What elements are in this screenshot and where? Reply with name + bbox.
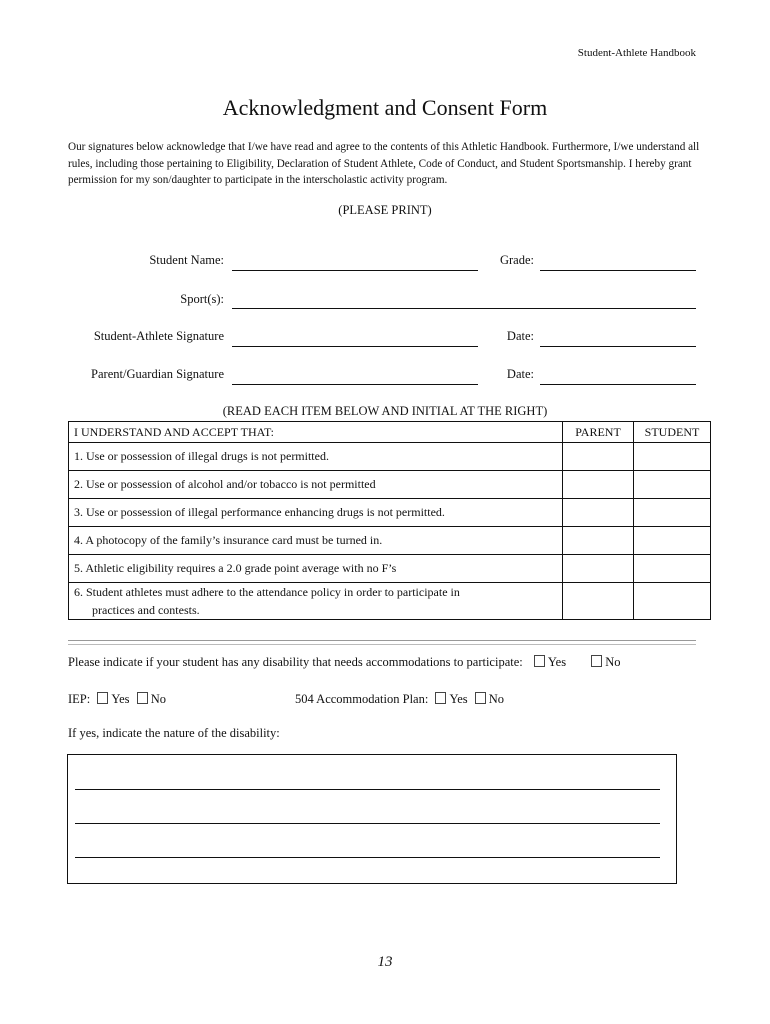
plan504-yes-checkbox[interactable]: [435, 692, 446, 704]
grade-field[interactable]: [540, 270, 696, 271]
page-title: Acknowledgment and Consent Form: [222, 95, 548, 120]
parent-initial-cell[interactable]: [563, 499, 634, 527]
table-row: [69, 471, 711, 499]
grade-label: Grade:: [499, 253, 534, 267]
plan504-label: 504 Accommodation Plan:: [295, 692, 429, 706]
student-signature-label: Student-Athlete Signature: [93, 329, 224, 343]
student-signature-field[interactable]: [232, 346, 478, 347]
page-number: 13: [377, 954, 393, 970]
parent-signature-field[interactable]: [232, 384, 478, 385]
table-row: [69, 499, 711, 527]
iep-no-checkbox[interactable]: [137, 692, 148, 704]
iep-no-label: No: [150, 692, 166, 706]
disability-description-box: [67, 754, 677, 884]
table-row: [69, 583, 711, 620]
iep-label: IEP:: [68, 692, 91, 706]
disability-line-2[interactable]: [75, 823, 660, 824]
date-label-2: Date:: [506, 367, 534, 381]
parent-initial-cell[interactable]: [563, 443, 634, 471]
date-field-1[interactable]: [540, 346, 696, 347]
parent-initial-cell[interactable]: [563, 555, 634, 583]
disability-yes-label: Yes: [547, 655, 567, 669]
sports-field[interactable]: [232, 308, 696, 309]
student-name-field[interactable]: [232, 270, 478, 271]
student-initial-cell[interactable]: [634, 443, 711, 471]
handbook-header: Student-Athlete Handbook: [577, 47, 696, 59]
disability-yes-checkbox[interactable]: [534, 655, 545, 667]
student-initial-cell[interactable]: [634, 499, 711, 527]
parent-initial-cell[interactable]: [563, 471, 634, 499]
parent-initial-cell[interactable]: [563, 527, 634, 555]
student-initial-cell[interactable]: [634, 527, 711, 555]
disability-question-row: [68, 655, 620, 670]
read-each-instruction: (READ EACH ITEM BELOW AND INITIAL AT THE RIGHT): [222, 404, 548, 418]
student-initial-cell[interactable]: [634, 583, 711, 620]
table-row: [69, 555, 711, 583]
item6-line1: 6. Student athletes must adhere to the attendance policy in order to participate in: [74, 585, 460, 599]
student-initial-cell[interactable]: [634, 471, 711, 499]
disability-question: Please indicate if your student has any disability that needs accommodations to participate:: [68, 655, 523, 669]
date-label-1: Date:: [506, 329, 534, 343]
sports-label: Sport(s):: [180, 292, 224, 306]
item-text: 5. Athletic eligibility requires a 2.0 grade point average with no F’s: [69, 555, 563, 583]
acceptance-table: [68, 421, 711, 620]
student-name-label: Student Name:: [149, 253, 224, 267]
table-row: [69, 443, 711, 471]
disability-line-3[interactable]: [75, 857, 660, 858]
parent-initial-cell[interactable]: [563, 583, 634, 620]
iep-row: [68, 692, 166, 707]
item6-line2: practices and contests.: [92, 603, 200, 617]
parent-column-header: PARENT: [563, 422, 634, 443]
disability-nature-label: If yes, indicate the nature of the disability:: [68, 726, 280, 740]
parent-signature-label: Parent/Guardian Signature: [91, 367, 224, 381]
section-divider: [68, 640, 696, 645]
table-row: [69, 527, 711, 555]
plan504-yes-label: Yes: [449, 692, 468, 706]
intro-paragraph: Our signatures below acknowledge that I/we have read and agree to the contents of this Athletic Handbook. Furthermore, I/we understand all rules, including those pertaining to Eligibility, Declaration of Student Athlete, Code of Conduct, and Student Sportsmanship. I hereby grant permission for my son/daughter to participate in the interscholastic activity program.: [68, 141, 700, 186]
item-text: 1. Use or possession of illegal drugs is not permitted.: [69, 443, 563, 471]
disability-no-checkbox[interactable]: [591, 655, 602, 667]
iep-yes-label: Yes: [111, 692, 130, 706]
item-text: [69, 583, 563, 620]
item-text: 3. Use or possession of illegal performance enhancing drugs is not permitted.: [69, 499, 563, 527]
student-column-header: STUDENT: [634, 422, 711, 443]
please-print-note: (PLEASE PRINT): [338, 203, 432, 217]
plan504-no-label: No: [488, 692, 505, 706]
plan504-row: [295, 692, 504, 707]
item-text: 4. A photocopy of the family’s insurance card must be turned in.: [69, 527, 563, 555]
iep-yes-checkbox[interactable]: [97, 692, 108, 704]
item-text: 2. Use or possession of alcohol and/or tobacco is not permitted: [69, 471, 563, 499]
date-field-2[interactable]: [540, 384, 696, 385]
disability-no-label: No: [605, 655, 621, 669]
table-header: I UNDERSTAND AND ACCEPT THAT:: [69, 422, 563, 443]
plan504-no-checkbox[interactable]: [475, 692, 486, 704]
disability-line-1[interactable]: [75, 789, 660, 790]
student-initial-cell[interactable]: [634, 555, 711, 583]
